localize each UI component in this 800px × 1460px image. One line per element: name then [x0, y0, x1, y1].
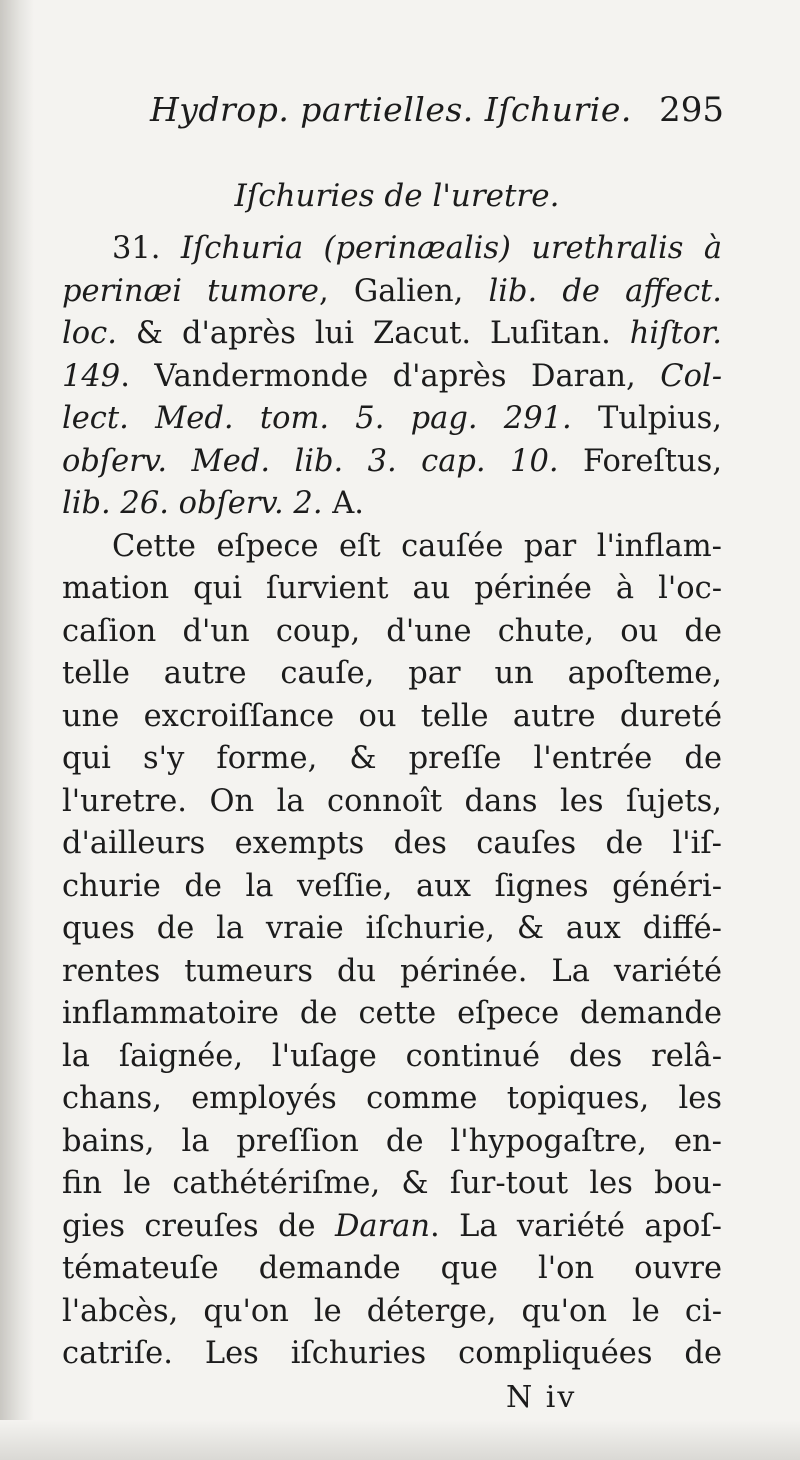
body-paragraph [62, 526, 722, 1376]
text-run: A. [322, 486, 364, 521]
nosology-entry [62, 228, 722, 526]
paragraph-line [62, 1248, 722, 1291]
binding-shadow [0, 0, 34, 1460]
text-run: chans, employés comme topiques, les [62, 1081, 722, 1116]
text-run: mation qui ſurvient au périnée à l'oc- [62, 571, 722, 606]
text-run: Daran [334, 1208, 431, 1244]
text-run: loc. [62, 316, 117, 351]
text-run: . La variété apoſ- [430, 1208, 722, 1244]
text-run: obſerv. Med. lib. 3. cap. 10. [62, 443, 559, 479]
text-run: perinæi tumore [62, 273, 319, 309]
text-run: Tulpius, [571, 401, 722, 436]
paragraph-line [62, 611, 722, 654]
paragraph-line [62, 653, 722, 696]
text-run: & d'après lui Zacut. Luſitan. [116, 316, 630, 351]
entry-line [62, 271, 722, 314]
running-head-title: Hydrop. partielles. Iſchurie. [150, 90, 632, 129]
page-edge-shadow [0, 1420, 800, 1460]
entry-line [62, 228, 722, 271]
text-run: d'ailleurs exempts des cauſes de l'iſ- [62, 826, 722, 861]
text-run: la ſaignée, l'uſage continué des relâ- [62, 1038, 722, 1074]
paragraph-line [62, 1163, 722, 1206]
text-run: hiſtor. [629, 316, 722, 351]
entry-line [62, 356, 722, 399]
signature-mark: N iv [506, 1380, 577, 1415]
text-run: lib. de affect. [488, 273, 723, 309]
text-run: caſion d'un coup, d'une chute, ou de [62, 613, 722, 649]
paragraph-line [62, 1078, 722, 1121]
paragraph-line [62, 1291, 722, 1334]
paragraph-line [62, 866, 722, 909]
text-run: lect. Med. tom. 5. pag. 291. [62, 401, 572, 436]
text-run: l'abcès, qu'on le déterge, qu'on le ci- [62, 1293, 722, 1329]
text-run: l'uretre. On la connoît dans les ſujets, [62, 783, 722, 819]
text-run: inflammatoire de cette eſpece demande [62, 996, 722, 1031]
text-run: . Vandermonde d'après Daran, [120, 358, 661, 394]
text-run: qui s'y forme, & preſſe l'entrée de [62, 741, 722, 776]
text-run: 149 [62, 358, 121, 394]
paragraph-line [62, 951, 722, 994]
paragraph-line [62, 908, 722, 951]
paragraph-line [62, 696, 722, 739]
text-run: fin le cathétériſme, & ſur-tout les bou- [62, 1166, 722, 1201]
entry-line [62, 483, 722, 526]
text-run: Col- [660, 358, 722, 394]
entry-line [62, 398, 722, 441]
text-run: Iſchuria (perinæalis) urethralis à [180, 231, 722, 266]
text-run: 31. [112, 231, 181, 266]
text-run: une excroiſſance ou telle autre dureté [62, 698, 722, 734]
section-heading: Iſchuries de l'uretre. [234, 178, 560, 214]
paragraph-line [62, 993, 722, 1036]
paragraph-line [62, 738, 722, 781]
text-run: gies creuſes de [62, 1208, 335, 1244]
paragraph-line [62, 823, 722, 866]
text-run: Foreſtus, [558, 443, 723, 479]
text-run: bains, la preſſion de l'hypogaſtre, en- [62, 1123, 722, 1159]
page-number: 295 [659, 90, 724, 130]
text-run: telle autre cauſe, par un apoſteme, [62, 656, 722, 691]
text-run: rentes tumeurs du périnée. La variété [62, 953, 722, 989]
paragraph-line [62, 1036, 722, 1079]
entry-line [62, 313, 722, 356]
text-run: lib. 26. obſerv. 2. [62, 486, 323, 521]
text-run: ques de la vraie iſchurie, & aux diffé- [62, 911, 722, 946]
entry-line [62, 441, 722, 484]
text-run: Cette eſpece eſt cauſée par l'inflam- [112, 528, 722, 564]
paragraph-line [62, 1206, 722, 1249]
book-page [62, 78, 722, 1376]
paragraph-line [62, 781, 722, 824]
text-run: , Galien, [318, 273, 489, 309]
text-run: catriſe. Les iſchuries compliquées de [62, 1336, 722, 1371]
paragraph-line [62, 568, 722, 611]
text-run: churie de la veſſie, aux ſignes généri- [62, 868, 722, 904]
paragraph-line [62, 1121, 722, 1164]
text-run: témateuſe demande que l'on ouvre [62, 1251, 722, 1286]
paragraph-line [62, 1333, 722, 1376]
paragraph-line [62, 526, 722, 569]
running-head [62, 78, 722, 138]
